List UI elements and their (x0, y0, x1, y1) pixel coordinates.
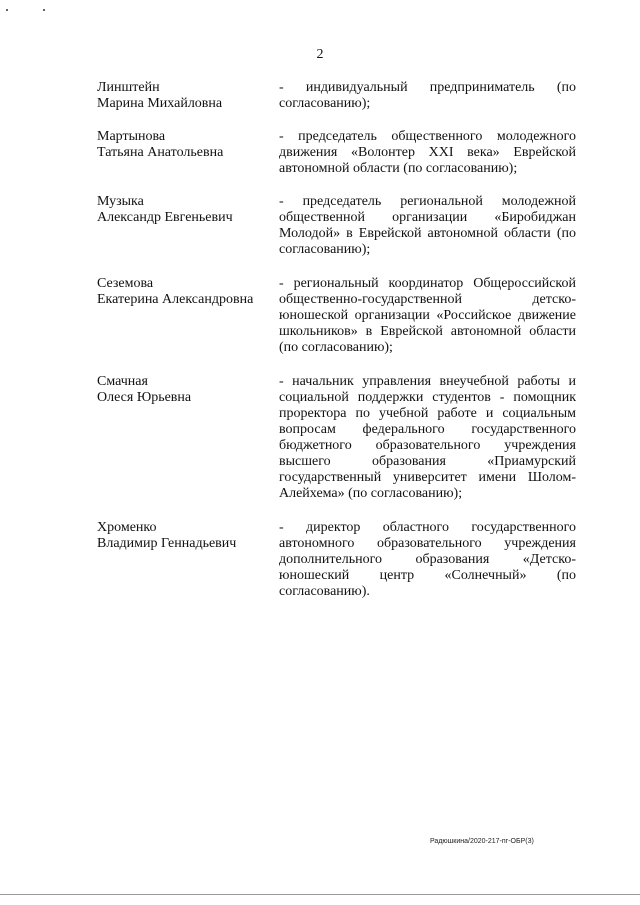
member-given-names: Александр Евгеньевич (97, 210, 233, 225)
member-surname: Музыка (97, 194, 144, 209)
member-entry (97, 374, 577, 502)
member-name (97, 276, 279, 356)
member-given-names: Татьяна Анатольевна (97, 145, 224, 160)
member-surname: Мартынова (97, 129, 166, 144)
member-surname: Хроменко (97, 520, 157, 535)
member-given-names: Екатерина Александровна (97, 292, 254, 307)
member-entry (97, 80, 577, 112)
scan-artifact-dot (43, 9, 45, 11)
page-bottom-rule (0, 894, 640, 895)
scan-artifact-dot (6, 9, 8, 11)
member-role: - региональный координатор Общероссийской общественно-государственной детско-юношеской организации «Российское движение школьников» в Еврейской автономной области (по согласованию); (279, 276, 576, 355)
member-role: - председатель региональной молодежной общественной организации «Биробиджан Молодой» в Еврейской автономной области (по согласованию); (279, 194, 576, 257)
member-name (97, 129, 279, 177)
member-entry (97, 276, 577, 356)
member-role: - индивидуальный предприниматель (по согласованию); (279, 80, 576, 111)
member-name (97, 80, 279, 112)
document-reference-footer: Радюшкина/2020-217-пг-ОБР(3) (430, 838, 534, 845)
member-name (97, 374, 279, 502)
member-surname: Смачная (97, 374, 148, 389)
member-name (97, 520, 279, 600)
member-entry (97, 129, 577, 177)
member-given-names: Олеся Юрьевна (97, 390, 192, 405)
member-entry (97, 520, 577, 600)
member-role: - директор областного государственного автономного образовательного учреждения дополнительного образования «Детско-юношеский центр «Солнечный» (по согласованию). (279, 520, 576, 599)
member-entry (97, 194, 577, 258)
member-surname: Сеземова (97, 276, 154, 291)
member-name (97, 194, 279, 258)
member-role: - начальник управления внеучебной работы и социальной поддержки студентов - помощник проректора по учебной работе и социальным вопросам федерального государственного бюджетного образовательного учреждения высшего образования «Приамурский государственный университет имени Шолом-Алейхема» (по согласованию); (279, 374, 576, 501)
member-role: - председатель общественного молодежного движения «Волонтер XXI века» Еврейской автономной области (по согласованию); (279, 129, 576, 176)
member-given-names: Владимир Геннадьевич (97, 536, 237, 551)
member-surname: Линштейн (97, 80, 160, 95)
page-number: 2 (316, 47, 324, 62)
member-given-names: Марина Михайловна (97, 96, 223, 111)
